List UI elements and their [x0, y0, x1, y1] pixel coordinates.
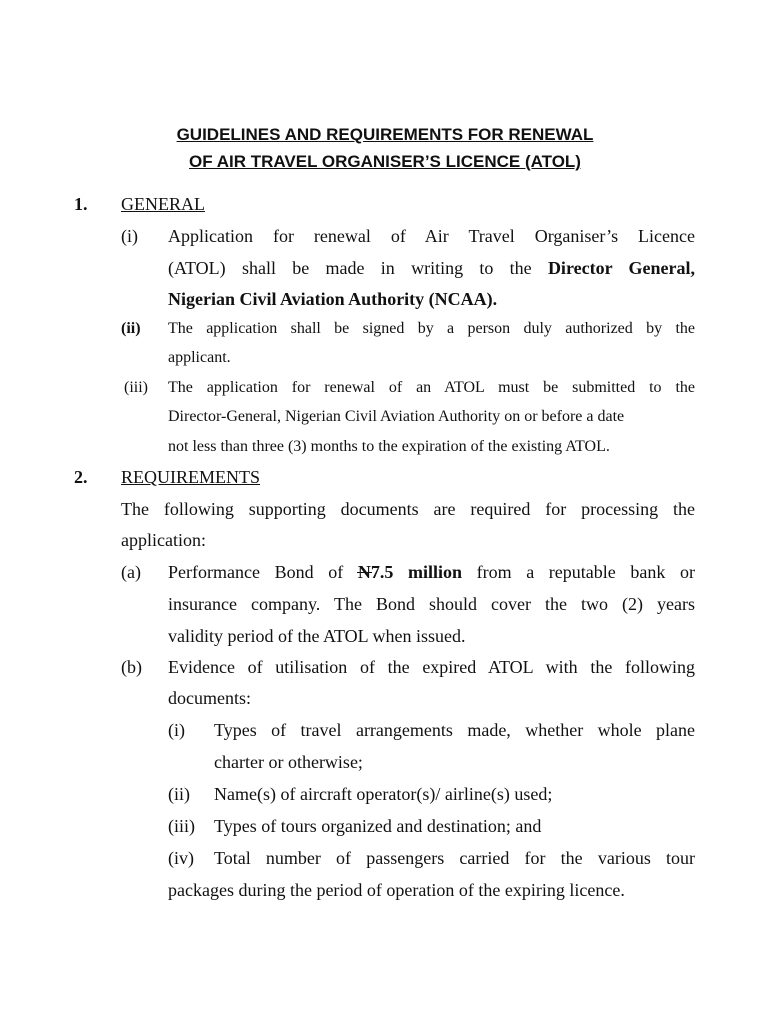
subitem-b-ii-marker: (ii) [168, 784, 190, 804]
item-2-b-line-1: Evidence of utilisation of the expired ATOL with the following [168, 657, 695, 677]
subitem-b-i-marker: (i) [168, 720, 185, 740]
item-1-i-line-2 [168, 259, 695, 277]
section-2-intro-line-2: application: [121, 530, 206, 550]
director-general-text: Director General, [547, 258, 696, 278]
section-1-heading: GENERAL [121, 194, 205, 214]
item-2-a-line-3: validity period of the ATOL when issued. [168, 626, 466, 646]
section-2-intro-line-1: The following supporting documents are required for processing the [121, 499, 695, 519]
subitem-b-iii-line-1: Types of tours organized and destination; and [214, 816, 542, 836]
item-1-iii-line-2: Director-General, Nigerian Civil Aviation Authority on or before a date [168, 408, 625, 425]
item-2-a-marker: (a) [121, 562, 141, 582]
section-2-heading: REQUIREMENTS [121, 467, 260, 487]
item-1-ii-line-2: applicant. [168, 349, 231, 366]
subitem-b-i-line-2: charter or otherwise; [214, 752, 363, 772]
item-1-iii-marker: (iii) [124, 379, 148, 396]
item-1-iii-line-3: not less than three (3) months to the expiration of the existing ATOL. [168, 438, 610, 455]
item-2-a-line-1-tail: from a reputable bank or [461, 562, 696, 582]
item-1-i-line-1: Application for renewal of Air Travel Organiser’s Licence [168, 226, 695, 246]
section-1-number: 1. [74, 194, 88, 214]
item-1-i-line-2-text: (ATOL) shall be made in writing to the [168, 258, 548, 278]
subitem-b-iv-line-1: Total number of passengers carried for the various tour [214, 848, 695, 868]
naira-currency-symbol: N [357, 562, 371, 582]
item-1-i-marker: (i) [121, 226, 138, 246]
item-1-iii-line-1: The application for renewal of an ATOL must be submitted to the [168, 379, 695, 396]
ncaa-name-text: Nigerian Civil Aviation Authority (NCAA). [168, 289, 498, 309]
document-title-line-2: OF AIR TRAVEL ORGANISER’S LICENCE (ATOL) [189, 152, 581, 171]
subitem-b-iv-marker: (iv) [168, 848, 194, 868]
subitem-b-i-line-1: Types of travel arrangements made, whether whole plane [214, 720, 695, 740]
section-2-number: 2. [74, 467, 88, 487]
subitem-b-ii-line-1: Name(s) of aircraft operator(s)/ airline(s) used; [214, 784, 553, 804]
subitem-b-iv-line-2: packages during the period of operation of the expiring licence. [168, 880, 625, 900]
item-2-a-line-1-text: Performance Bond of [168, 562, 358, 582]
bond-amount-text: 7.5 million [370, 562, 462, 582]
item-1-ii-marker: (ii) [121, 320, 141, 337]
item-2-a-line-2: insurance company. The Bond should cover the two (2) years [168, 594, 695, 614]
document-title-line-1: GUIDELINES AND REQUIREMENTS FOR RENEWAL [176, 125, 594, 144]
item-2-b-line-2: documents: [168, 688, 251, 708]
item-1-ii-line-1: The application shall be signed by a person duly authorized by the [168, 320, 695, 337]
item-2-a-line-1 [168, 563, 695, 581]
subitem-b-iii-marker: (iii) [168, 816, 195, 836]
item-2-b-marker: (b) [121, 657, 142, 677]
